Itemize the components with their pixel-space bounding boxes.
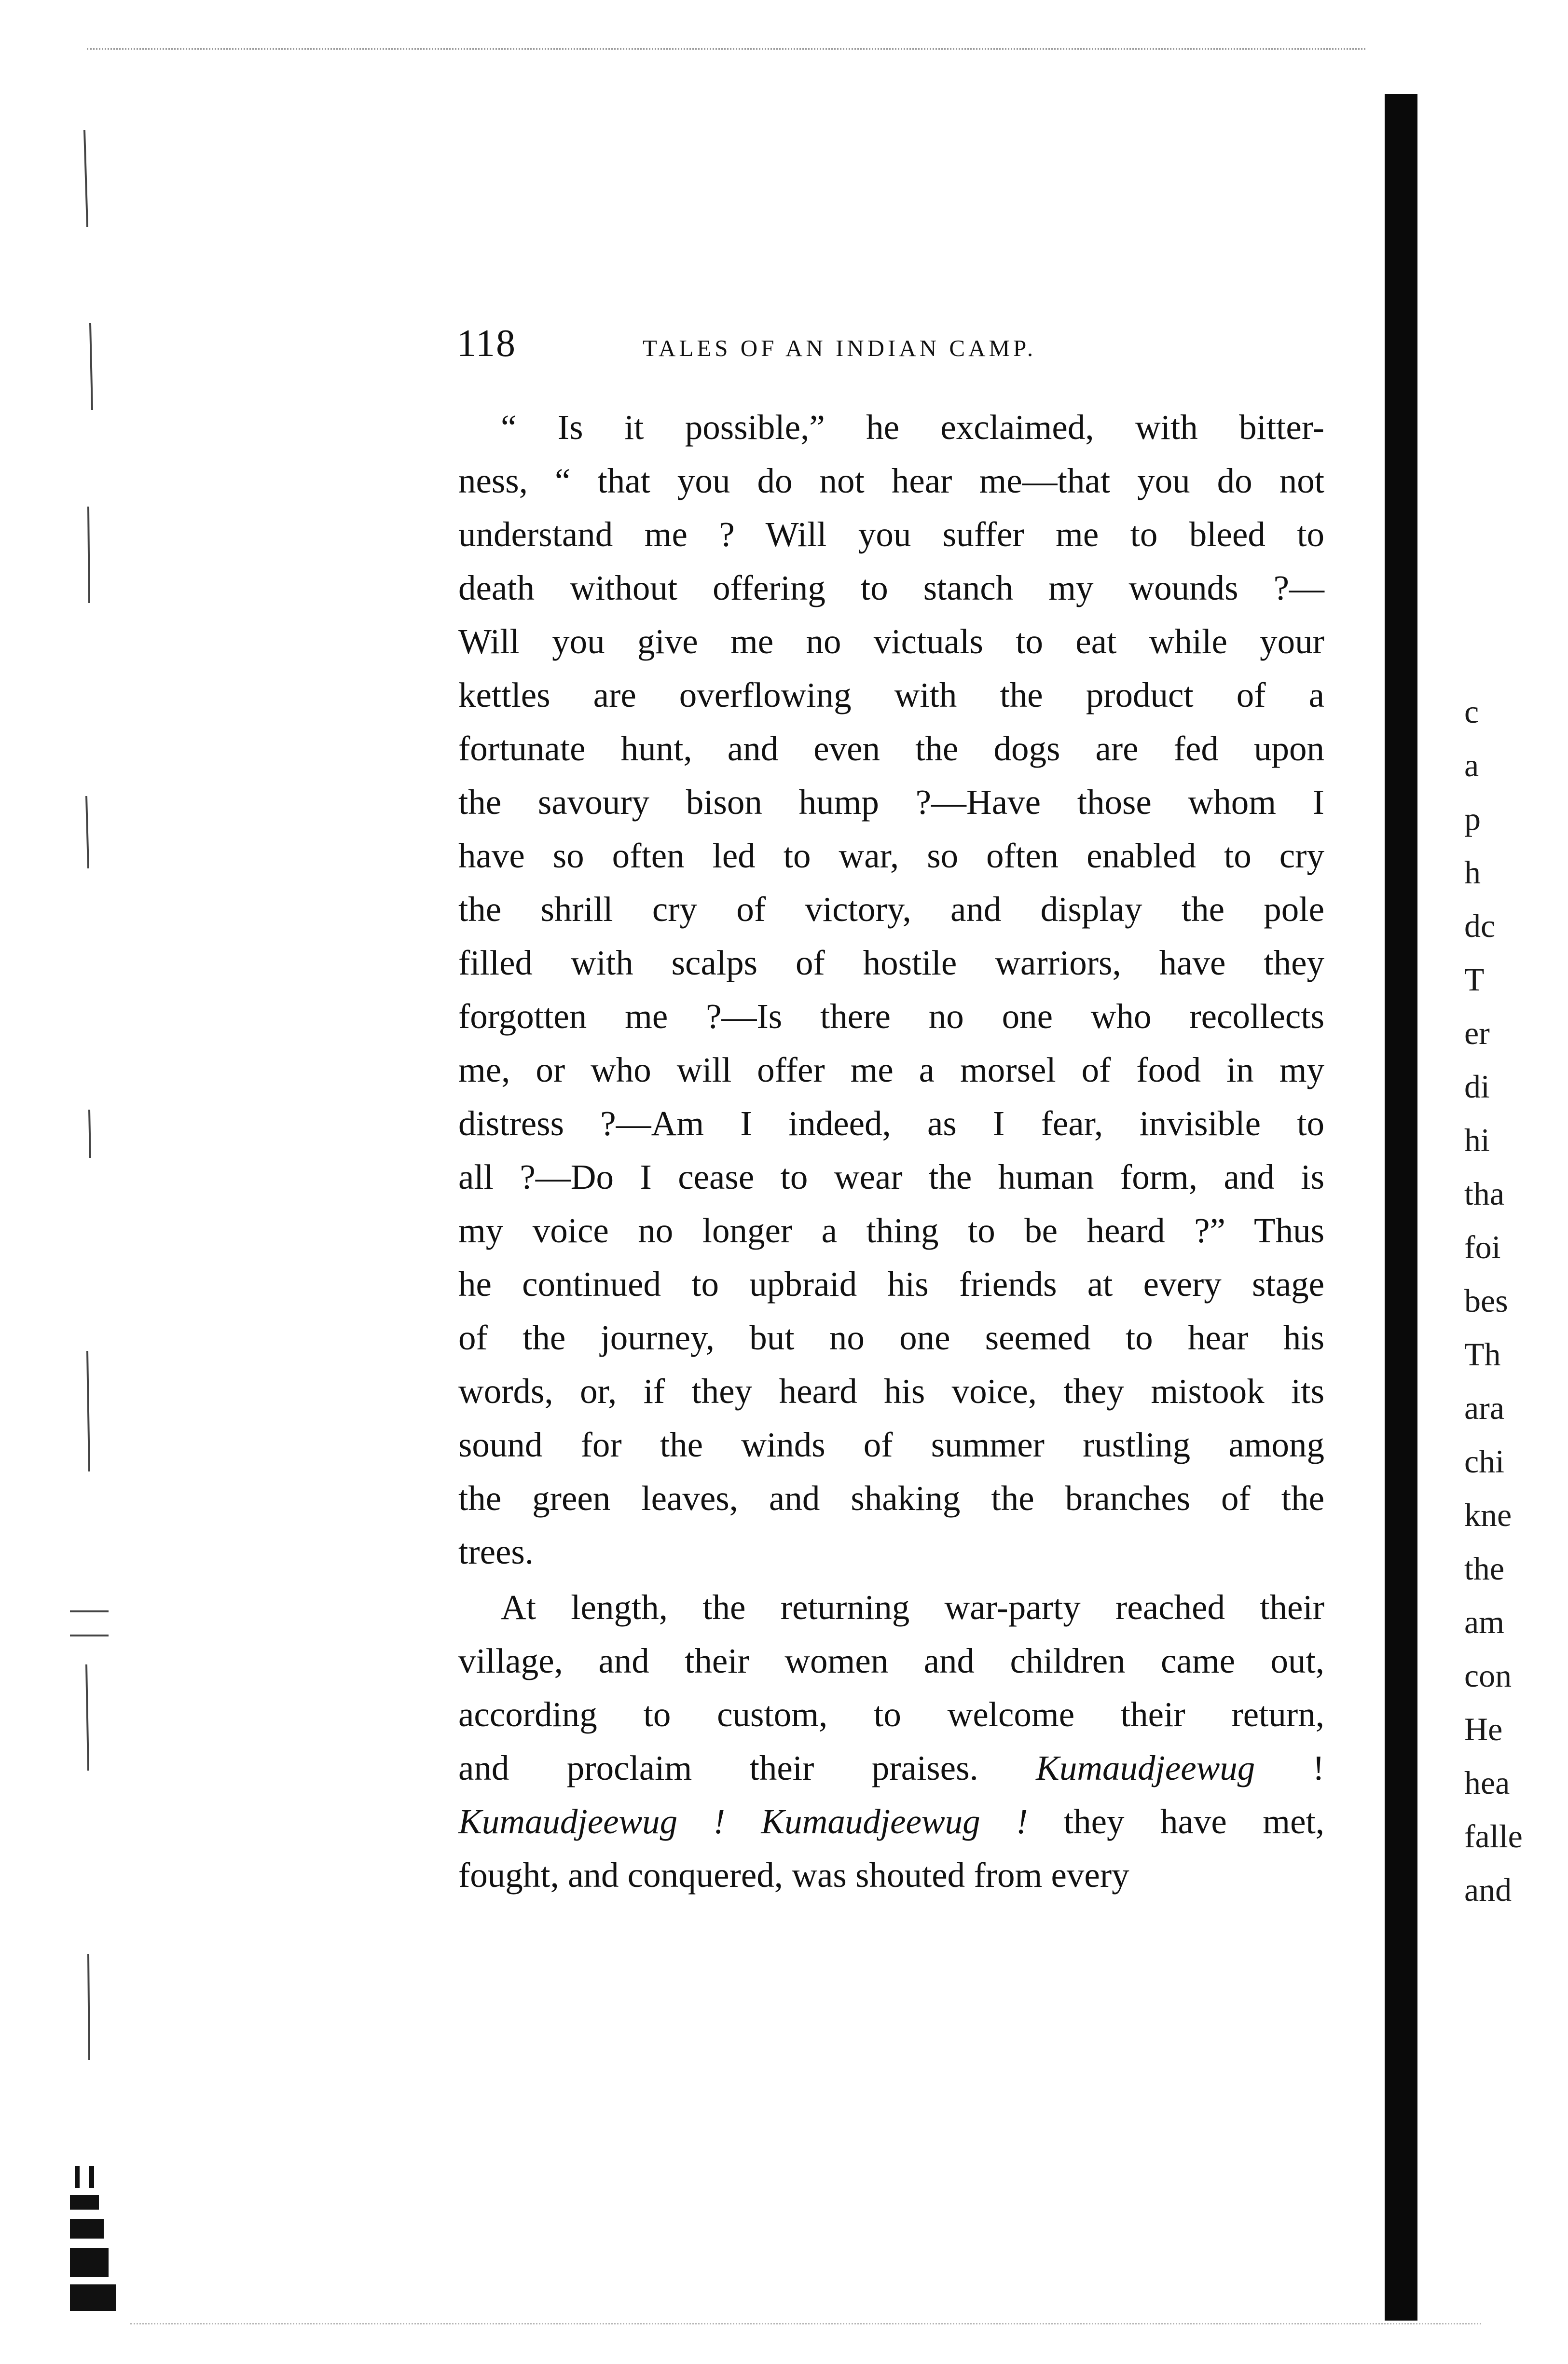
facing-page-fragment: er (1464, 1015, 1490, 1051)
text-line: At length, the returning war-party reached their (501, 1588, 1324, 1627)
text-line: Will you give me no victuals to eat while your (458, 622, 1324, 661)
facing-page-fragment: He (1464, 1711, 1503, 1747)
facing-page-fragment: di (1464, 1068, 1490, 1105)
text-line: fought, and conquered, was shouted from every (458, 1855, 1129, 1895)
facing-page-fragment: the (1464, 1550, 1505, 1587)
text-line: trees. (458, 1532, 534, 1571)
text-line: my voice no longer a thing to be heard ?” Thus (458, 1211, 1324, 1250)
text-line: death without offering to stanch my wounds ?— (458, 568, 1324, 607)
text-line: and proclaim their praises. Kumaudjeewug ! (458, 1748, 1325, 1787)
text-line: fortunate hunt, and even the dogs are fed upon (458, 729, 1324, 768)
facing-page-fragment: Th (1464, 1336, 1501, 1373)
facing-page-fragment: dc (1464, 907, 1496, 944)
running-head-title: TALES OF AN INDIAN CAMP. (643, 335, 1037, 361)
page-bottom-edge (130, 2323, 1481, 2324)
body-text (458, 400, 1324, 1902)
text-line: all ?—Do I cease to wear the human form, and is (458, 1157, 1324, 1196)
facing-page-fragment: kne (1464, 1497, 1512, 1533)
running-head (457, 324, 1325, 368)
text-line: kettles are overflowing with the product of a (458, 675, 1324, 715)
facing-page-fragment: bes (1464, 1282, 1508, 1319)
text-line: “ Is it possible,” he exclaimed, with bitter- (501, 408, 1324, 447)
text-line: village, and their women and children came out, (458, 1641, 1324, 1680)
text-line: according to custom, to welcome their return, (458, 1695, 1324, 1734)
facing-page-fragment: p (1464, 800, 1481, 837)
text-line: words, or, if they heard his voice, they mistook its (458, 1372, 1324, 1411)
text-line: me, or who will offer me a morsel of food in my (458, 1050, 1324, 1089)
facing-page-fragment: chi (1464, 1443, 1505, 1480)
text-line: the shrill cry of victory, and display the pole (458, 890, 1324, 929)
text-line: the green leaves, and shaking the branches of the (458, 1479, 1324, 1518)
facing-page-fragments (1464, 685, 1568, 1917)
text-line: the savoury bison hump ?—Have those whom I (458, 783, 1324, 822)
facing-page-fragment: and (1464, 1871, 1512, 1908)
facing-page-fragment: am (1464, 1604, 1505, 1640)
facing-page-fragment: foi (1464, 1229, 1501, 1265)
text-line: he continued to upbraid his friends at every stage (458, 1264, 1324, 1304)
facing-page-fragment: falle (1464, 1818, 1523, 1855)
facing-page-fragment: con (1464, 1657, 1512, 1694)
facing-page-fragment: c (1464, 693, 1479, 730)
facing-page-fragment: tha (1464, 1175, 1505, 1212)
facing-page-fragment: hi (1464, 1122, 1490, 1158)
text-line: Kumaudjeewug ! Kumaudjeewug ! they have met, (458, 1802, 1324, 1841)
left-margin-scan-noise (65, 72, 138, 2316)
facing-page-fragment: hea (1464, 1764, 1510, 1801)
text-line: distress ?—Am I indeed, as I fear, invisible to (458, 1104, 1324, 1143)
text-line: have so often led to war, so often enabled to cry (458, 836, 1324, 875)
book-gutter-shadow (1385, 94, 1417, 2321)
page-top-edge (87, 48, 1365, 50)
page-number: 118 (457, 322, 517, 365)
text-line: filled with scalps of hostile warriors, have they (458, 943, 1324, 982)
text-line: understand me ? Will you suffer me to bleed to (458, 515, 1324, 554)
text-line: ness, “ that you do not hear me—that you do not (458, 461, 1324, 500)
text-line: sound for the winds of summer rustling among (458, 1425, 1324, 1464)
facing-page-fragment: h (1464, 854, 1481, 891)
text-line: of the journey, but no one seemed to hear his (458, 1318, 1324, 1357)
facing-page-fragment: a (1464, 747, 1479, 783)
facing-page-fragment: ara (1464, 1389, 1505, 1426)
facing-page-fragment: T (1464, 961, 1485, 998)
text-line: forgotten me ?—Is there no one who recollects (458, 997, 1324, 1036)
